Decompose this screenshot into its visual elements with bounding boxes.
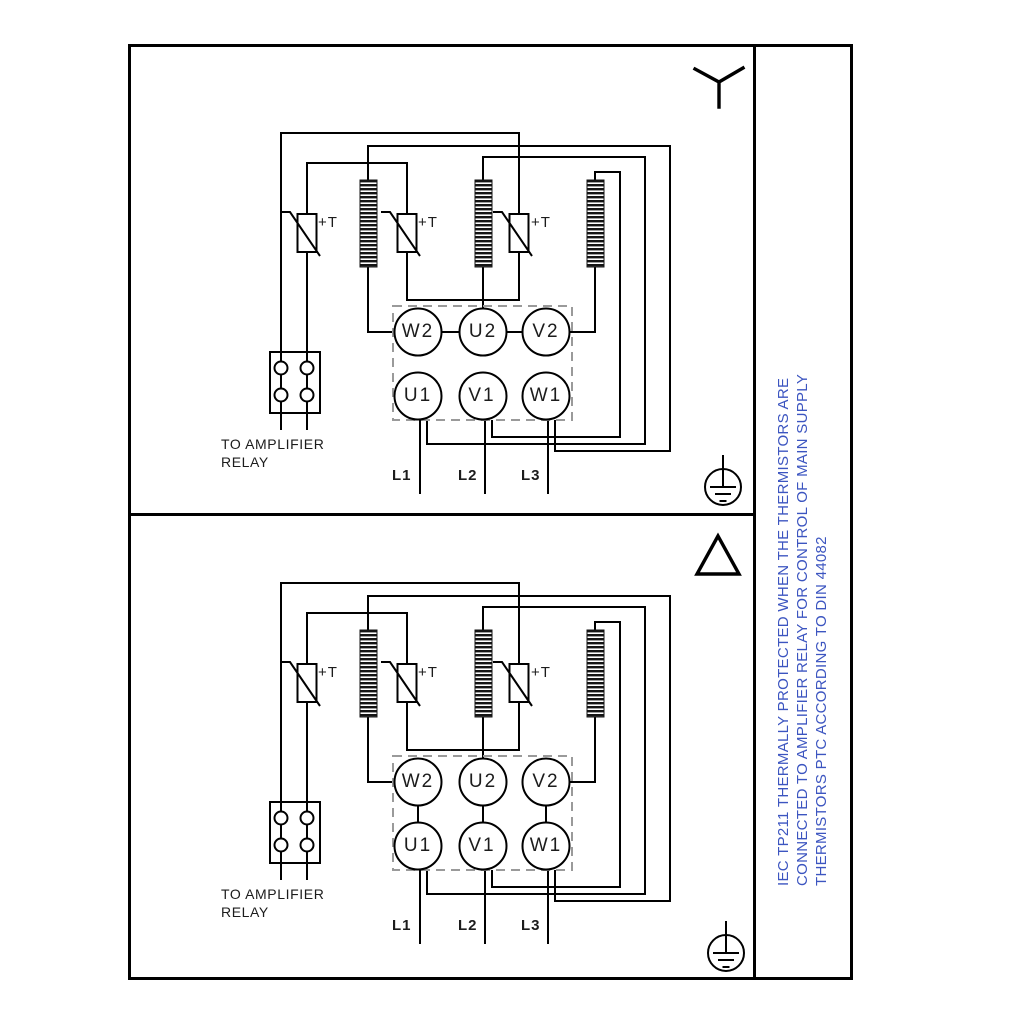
terminal-label-V2: V2 [532, 321, 560, 342]
supply-label-L1: L1 [392, 917, 412, 934]
earth-ground-icon [705, 455, 741, 505]
terminal-label-W1: W1 [529, 835, 563, 856]
relay-caption-line1: TO AMPLIFIER [221, 886, 325, 902]
terminal-label-W2: W2 [401, 321, 435, 342]
terminal-label-V1: V1 [468, 385, 496, 406]
supply-label-L2: L2 [458, 917, 478, 934]
terminal-label-V1: V1 [468, 835, 496, 856]
terminal-label-U1: U1 [403, 385, 433, 406]
side-note-line3: THERMISTORS PTC ACCORDING TO DIN 44082 [813, 536, 830, 886]
thermistor-label: +T [418, 214, 438, 231]
relay-caption-line2: RELAY [221, 454, 269, 470]
terminal-label-U1: U1 [403, 835, 433, 856]
terminal-label-U2: U2 [468, 771, 498, 792]
thermistor-label: +T [418, 664, 438, 681]
side-note-line2: CONNECTED TO AMPLIFIER RELAY FOR CONTROL OF MAIN SUPPLY [794, 373, 811, 886]
thermistor-label: +T [318, 214, 338, 231]
relay-caption-line2: RELAY [221, 904, 269, 920]
terminal-label-V2: V2 [532, 771, 560, 792]
side-note-line1: IEC TP211 THERMALLY PROTECTED WHEN THE THERMISTORS ARE [775, 377, 792, 886]
thermistor-label: +T [531, 214, 551, 231]
terminal-label-U2: U2 [468, 321, 498, 342]
terminal-label-W1: W1 [529, 385, 563, 406]
terminal-label-W2: W2 [401, 771, 435, 792]
thermistor-label: +T [531, 664, 551, 681]
relay-caption-line1: TO AMPLIFIER [221, 436, 325, 452]
side-note [774, 346, 832, 886]
thermistor-label: +T [318, 664, 338, 681]
supply-label-L2: L2 [458, 467, 478, 484]
earth-ground-icon [708, 921, 744, 971]
supply-label-L3: L3 [521, 467, 541, 484]
supply-label-L1: L1 [392, 467, 412, 484]
star-connection-icon [695, 68, 743, 107]
supply-label-L3: L3 [521, 917, 541, 934]
delta-connection-icon [697, 536, 739, 574]
